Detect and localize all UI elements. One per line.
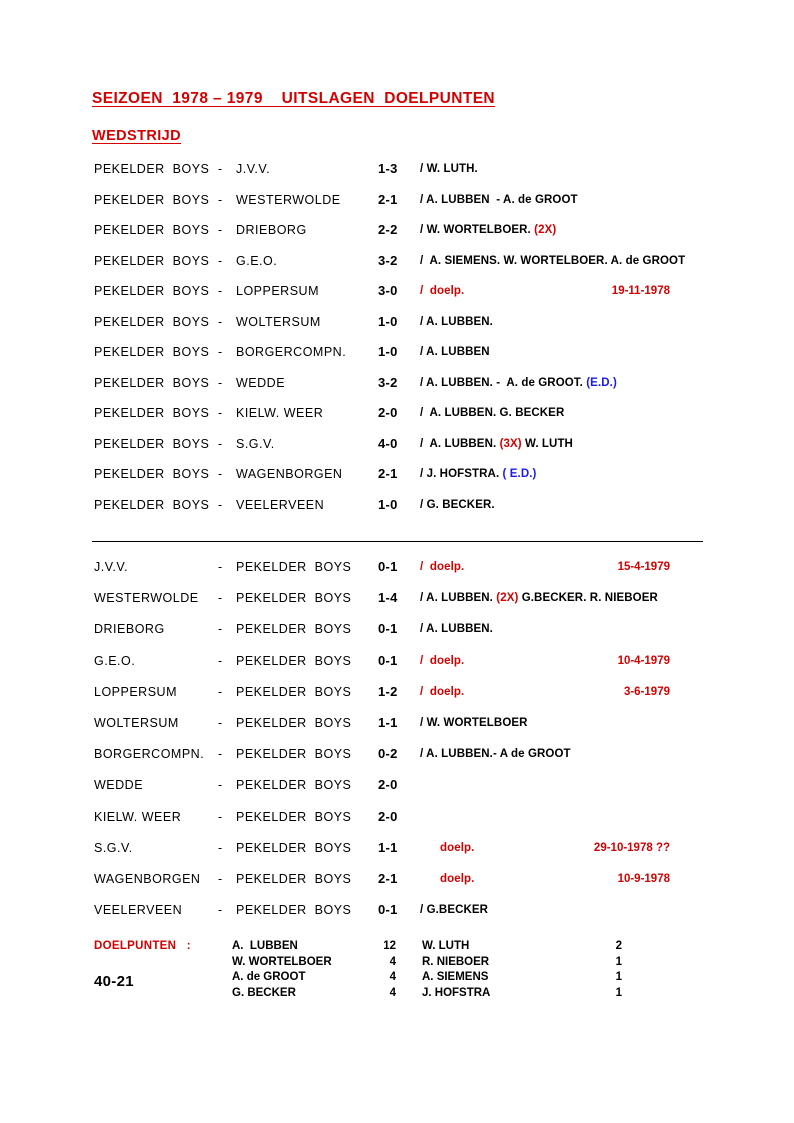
match-score: 0-1 <box>378 652 398 668</box>
match-home-team: PEKELDER BOYS <box>94 284 210 298</box>
scorer-fragment: / A. LUBBEN - A. de GROOT <box>420 193 578 206</box>
match-score: 2-0 <box>378 777 398 793</box>
match-home-team: PEKELDER BOYS <box>94 253 210 268</box>
match-away-team: KIELW. WEER <box>236 406 324 420</box>
match-home-team: J.V.V. <box>94 560 129 574</box>
match-versus-dash: - <box>218 809 223 824</box>
summary-scorer-goals-left: 4 <box>389 955 396 968</box>
summary-rows <box>0 940 794 1002</box>
match-goal-scorers <box>420 160 478 178</box>
match-home-team: PEKELDER BOYS <box>94 436 210 451</box>
match-home-team: PEKELDER BOYS <box>94 467 210 481</box>
match-score: 3-2 <box>378 374 398 390</box>
match-row <box>0 404 794 435</box>
match-goal-scorers <box>420 221 556 239</box>
match-away-team: J.V.V. <box>236 162 271 176</box>
scorer-fragment: / A. LUBBEN. <box>420 437 500 450</box>
scorer-fragment: / W. WORTELBOER <box>420 716 528 729</box>
match-versus-dash: - <box>218 903 223 918</box>
scorer-fragment: (2X) <box>496 592 519 605</box>
match-away-team: WOLTERSUM <box>236 314 321 329</box>
match-score: 1-1 <box>378 839 398 855</box>
match-row <box>0 496 794 527</box>
match-versus-dash: - <box>218 497 223 512</box>
summary-row <box>0 940 794 956</box>
match-versus-dash: - <box>218 253 223 268</box>
match-score: 4-0 <box>378 435 398 451</box>
match-home-team: WAGENBORGEN <box>94 871 201 886</box>
match-home-team: PEKELDER BOYS <box>94 345 210 359</box>
match-versus-dash: - <box>218 406 223 420</box>
summary-row <box>0 987 794 1003</box>
match-versus-dash: - <box>218 653 223 668</box>
match-away-team: PEKELDER BOYS <box>236 684 352 699</box>
match-home-team: VEELERVEEN <box>94 903 183 918</box>
match-score: 3-0 <box>378 283 398 298</box>
match-score: 3-2 <box>378 252 398 268</box>
summary-scorer-name-left: A. de GROOT <box>232 971 306 983</box>
match-row <box>0 343 794 374</box>
match-row <box>0 901 794 932</box>
match-away-team: PEKELDER BOYS <box>236 809 352 824</box>
scorer-fragment: G.BECKER. R. NIEBOER <box>518 592 658 605</box>
summary-row <box>0 956 794 972</box>
match-away-team: PEKELDER BOYS <box>236 715 352 730</box>
match-row <box>0 620 794 651</box>
match-home-team: PEKELDER BOYS <box>94 192 210 207</box>
match-row <box>0 221 794 252</box>
match-away-team: WEDDE <box>236 375 286 390</box>
match-away-team: VEELERVEEN <box>236 497 325 512</box>
match-versus-dash: - <box>218 345 223 359</box>
match-goal-scorers <box>420 496 495 514</box>
match-home-team: PEKELDER BOYS <box>94 497 210 512</box>
match-score: 2-1 <box>378 466 398 481</box>
match-goal-scorers <box>440 870 474 888</box>
match-goal-scorers <box>420 404 564 422</box>
match-score: 2-0 <box>378 808 398 824</box>
scorer-fragment: / doelp. <box>420 654 465 667</box>
scorer-fragment: / <box>420 285 427 297</box>
match-home-team: S.G.V. <box>94 840 133 855</box>
match-home-team: KIELW. WEER <box>94 809 182 824</box>
match-versus-dash: - <box>218 284 223 298</box>
match-home-team: PEKELDER BOYS <box>94 375 210 390</box>
summary-scorer-goals-left: 12 <box>383 940 396 952</box>
summary-scorer-goals-right: 1 <box>615 971 622 983</box>
match-date: 3-6-1979 <box>623 685 670 698</box>
away-matches-list <box>0 558 794 932</box>
match-versus-dash: - <box>218 778 223 793</box>
match-row <box>0 558 794 589</box>
match-date: 10-4-1979 <box>617 654 670 667</box>
match-goal-scorers <box>420 252 685 270</box>
match-home-team: PEKELDER BOYS <box>94 314 210 329</box>
summary-scorer-goals-right: 1 <box>615 955 622 968</box>
match-date: 19-11-1978 <box>611 285 670 297</box>
match-away-team: PEKELDER BOYS <box>236 653 352 668</box>
match-away-team: PEKELDER BOYS <box>236 871 352 886</box>
match-score: 0-1 <box>378 621 398 637</box>
match-home-team: PEKELDER BOYS <box>94 223 210 237</box>
match-goal-scorers <box>420 589 658 607</box>
match-home-team: PEKELDER BOYS <box>94 162 210 176</box>
match-score: 0-1 <box>378 559 398 574</box>
match-away-team: PEKELDER BOYS <box>236 747 352 762</box>
summary-scorer-name-right: A. SIEMENS <box>422 971 489 983</box>
match-versus-dash: - <box>218 467 223 481</box>
match-home-team: BORGERCOMPN. <box>94 747 205 762</box>
summary-scorer-name-left: G. BECKER <box>232 986 296 999</box>
match-goal-scorers <box>420 620 493 638</box>
match-goal-scorers <box>440 839 474 857</box>
scorer-fragment: / doelp. <box>420 561 465 573</box>
match-goal-scorers <box>420 374 617 392</box>
match-versus-dash: - <box>218 684 223 699</box>
match-versus-dash: - <box>218 192 223 207</box>
match-home-team: LOPPERSUM <box>94 684 177 699</box>
match-home-team: DRIEBORG <box>94 622 165 637</box>
match-home-team: WOLTERSUM <box>94 715 179 730</box>
match-away-team: PEKELDER BOYS <box>236 778 352 793</box>
match-away-team: G.E.O. <box>236 253 278 268</box>
match-away-team: WAGENBORGEN <box>236 467 343 481</box>
scorer-fragment: / A. LUBBEN. <box>420 623 493 636</box>
summary-scorer-name-right: W. LUTH <box>422 940 470 952</box>
match-score: 0-1 <box>378 902 398 918</box>
section-heading-wedstrijd: WEDSTRIJD <box>92 128 181 144</box>
match-row <box>0 282 794 313</box>
scorer-fragment: (E.D.) <box>586 376 617 389</box>
scorer-fragment: / A. LUBBEN. - A. de GROOT. <box>420 376 587 389</box>
match-versus-dash: - <box>218 436 223 451</box>
match-row <box>0 465 794 496</box>
scorer-fragment: doelp. <box>440 841 475 854</box>
scorer-fragment: / A. LUBBEN. G. BECKER <box>420 407 565 419</box>
match-row <box>0 374 794 405</box>
scorer-fragment: / G.BECKER <box>420 904 489 917</box>
summary-scorer-name-left: A. LUBBEN <box>232 940 298 952</box>
match-goal-scorers <box>420 465 536 483</box>
scorer-fragment: / W. WORTELBOER. <box>420 224 535 236</box>
match-home-team: WEDDE <box>94 778 144 793</box>
match-row <box>0 191 794 222</box>
summary-label: DOELPUNTEN : <box>94 940 191 952</box>
match-goal-scorers <box>420 435 573 453</box>
match-row <box>0 683 794 714</box>
match-row <box>0 435 794 466</box>
match-goal-scorers <box>420 683 464 701</box>
match-versus-dash: - <box>218 223 223 237</box>
summary-scorer-name-right: R. NIEBOER <box>422 955 490 968</box>
page-title: SEIZOEN 1978 – 1979 UITSLAGEN DOELPUNTEN <box>92 90 496 107</box>
match-row <box>0 745 794 776</box>
match-score: 1-0 <box>378 344 398 359</box>
match-goal-scorers <box>420 191 578 209</box>
summary-row <box>0 971 794 987</box>
match-row <box>0 313 794 344</box>
match-score: 1-4 <box>378 590 398 606</box>
match-score: 1-0 <box>378 496 398 512</box>
match-goal-scorers <box>420 313 493 331</box>
summary-scorer-goals-right: 1 <box>615 986 622 999</box>
match-date: 29-10-1978 ?? <box>593 841 670 854</box>
match-versus-dash: - <box>218 622 223 637</box>
match-away-team: PEKELDER BOYS <box>236 903 352 918</box>
match-versus-dash: - <box>218 375 223 390</box>
match-date: 10-9-1978 <box>617 872 670 885</box>
summary-scorer-name-left: W. WORTELBOER <box>232 955 332 968</box>
match-goal-scorers <box>420 282 464 300</box>
scorer-fragment: doelp. <box>426 285 465 297</box>
match-score: 1-3 <box>378 161 398 176</box>
match-goal-scorers <box>420 558 464 576</box>
scorer-fragment: (3X) <box>499 437 522 450</box>
match-row <box>0 714 794 745</box>
scorer-fragment: / A. LUBBEN. <box>420 315 493 328</box>
match-goal-scorers <box>420 901 488 919</box>
match-away-team: DRIEBORG <box>236 223 307 237</box>
match-row <box>0 589 794 620</box>
section-divider <box>92 541 703 542</box>
scorer-fragment: / W. LUTH. <box>420 163 478 175</box>
home-matches-list <box>0 160 794 526</box>
match-versus-dash: - <box>218 871 223 886</box>
match-row <box>0 652 794 683</box>
match-versus-dash: - <box>218 314 223 329</box>
summary-goal-total: 40-21 <box>94 973 134 990</box>
match-score: 2-1 <box>378 191 398 207</box>
match-goal-scorers <box>420 714 528 732</box>
match-away-team: S.G.V. <box>236 436 275 451</box>
match-date: 15-4-1979 <box>617 561 670 573</box>
match-score: 2-2 <box>378 222 398 237</box>
match-away-team: PEKELDER BOYS <box>236 591 352 606</box>
match-row <box>0 870 794 901</box>
summary-scorer-name-right: J. HOFSTRA <box>422 986 491 999</box>
match-score: 1-2 <box>378 683 398 699</box>
scorer-fragment: / A. SIEMENS. W. WORTELBOER. A. de GROOT <box>420 254 686 267</box>
match-row <box>0 808 794 839</box>
scorer-fragment: / J. HOFSTRA. <box>420 468 503 480</box>
match-row <box>0 776 794 807</box>
match-away-team: BORGERCOMPN. <box>236 345 347 359</box>
match-away-team: PEKELDER BOYS <box>236 622 352 637</box>
match-score: 1-1 <box>378 714 398 730</box>
match-goal-scorers <box>420 745 571 763</box>
match-goal-scorers <box>420 652 464 670</box>
scorer-fragment: (2X) <box>534 224 557 236</box>
scorer-fragment: W. LUTH <box>521 437 573 450</box>
match-versus-dash: - <box>218 560 223 574</box>
match-versus-dash: - <box>218 840 223 855</box>
match-score: 2-1 <box>378 870 398 886</box>
match-row <box>0 252 794 283</box>
match-away-team: LOPPERSUM <box>236 284 319 298</box>
match-versus-dash: - <box>218 747 223 762</box>
match-score: 1-0 <box>378 313 398 329</box>
match-versus-dash: - <box>218 591 223 606</box>
match-away-team: PEKELDER BOYS <box>236 560 352 574</box>
summary-scorer-goals-left: 4 <box>389 971 396 983</box>
match-home-team: PEKELDER BOYS <box>94 406 210 420</box>
scorer-fragment: / A. LUBBEN.- A de GROOT <box>420 748 571 761</box>
match-score: 0-2 <box>378 746 398 762</box>
match-home-team: WESTERWOLDE <box>94 591 199 606</box>
match-home-team: G.E.O. <box>94 653 136 668</box>
scorer-fragment: / A. LUBBEN <box>420 346 490 358</box>
scorer-fragment: / doelp. <box>420 685 465 698</box>
match-row <box>0 839 794 870</box>
scorer-fragment: / A. LUBBEN. <box>420 592 497 605</box>
scorer-fragment: ( E.D.) <box>502 468 537 480</box>
match-score: 2-0 <box>378 405 398 420</box>
match-away-team: PEKELDER BOYS <box>236 840 352 855</box>
summary-scorer-goals-right: 2 <box>615 940 622 952</box>
match-versus-dash: - <box>218 162 223 176</box>
summary-scorer-goals-left: 4 <box>389 986 396 999</box>
match-goal-scorers <box>420 343 490 361</box>
scorers-summary <box>0 940 794 1002</box>
match-row <box>0 160 794 191</box>
match-versus-dash: - <box>218 715 223 730</box>
scorer-fragment: / G. BECKER. <box>420 498 495 511</box>
match-away-team: WESTERWOLDE <box>236 192 341 207</box>
scorer-fragment: doelp. <box>440 872 475 885</box>
